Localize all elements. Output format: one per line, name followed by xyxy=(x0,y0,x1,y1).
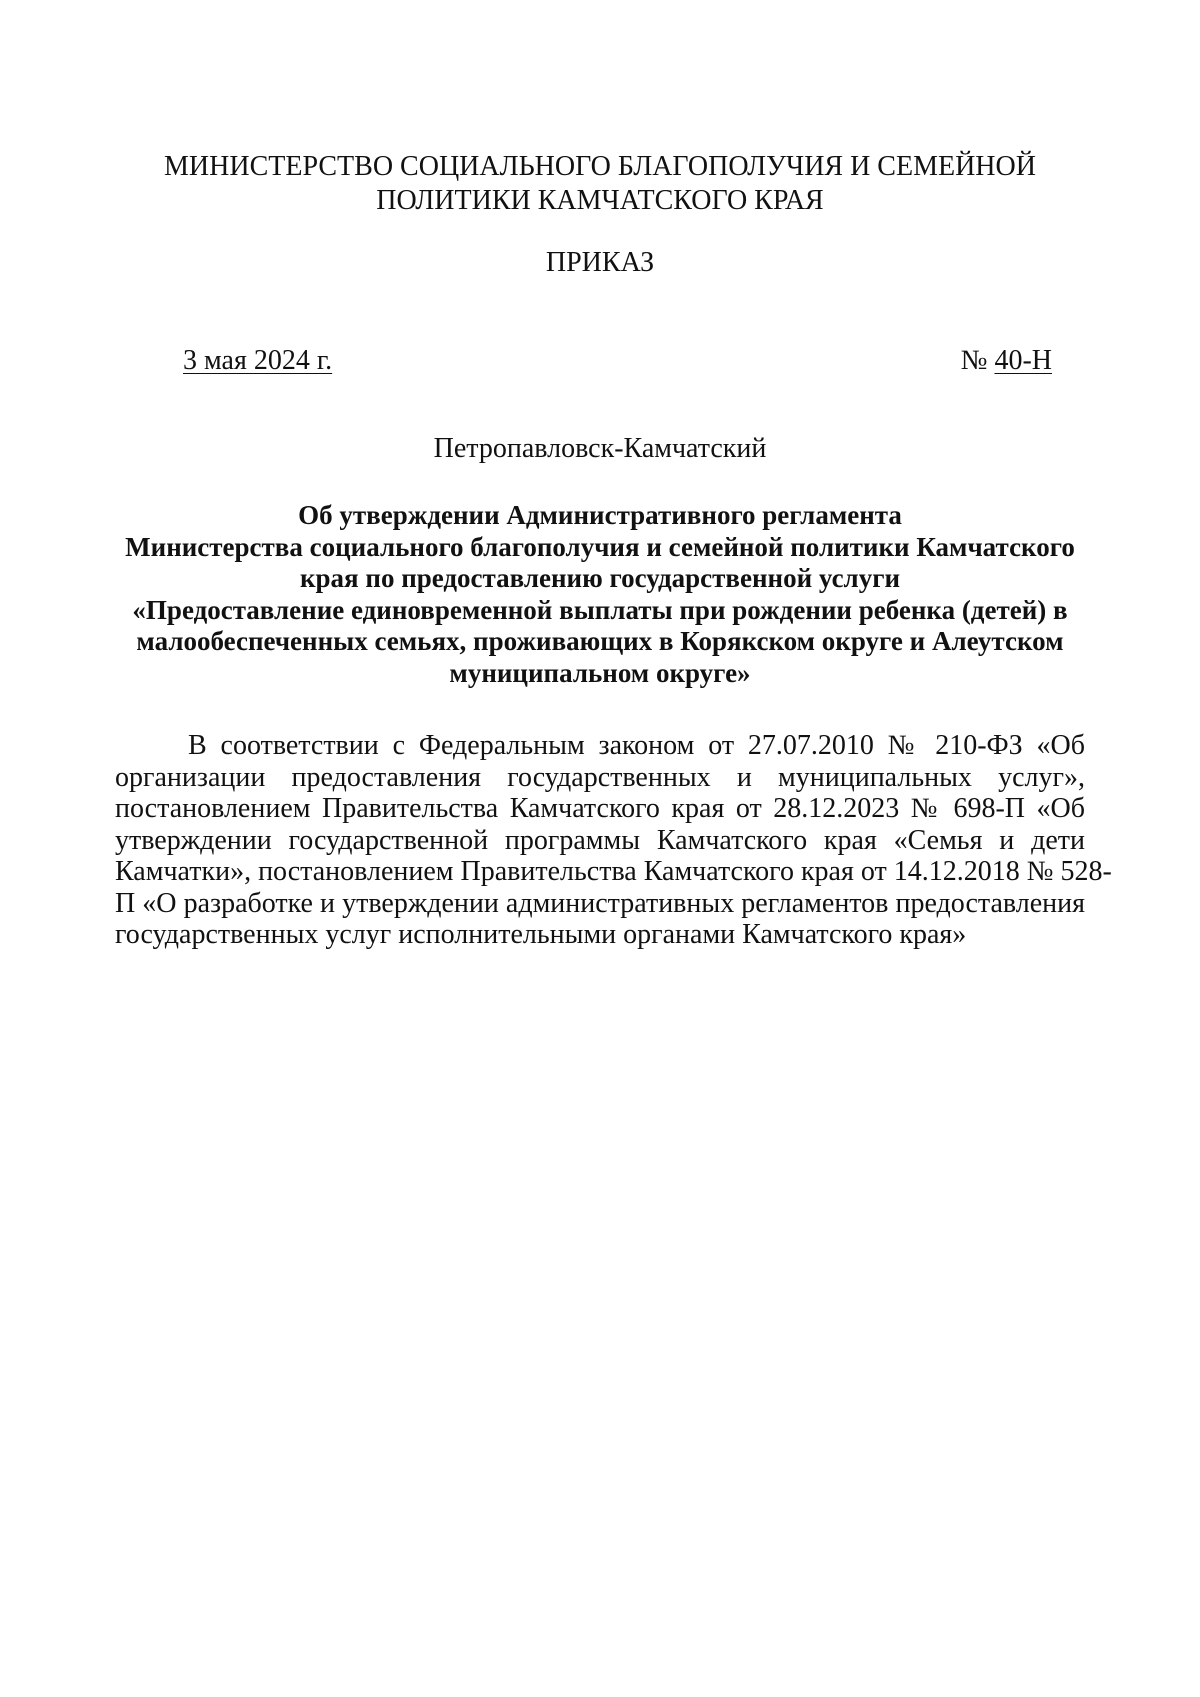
number-value: 40-Н xyxy=(994,345,1052,376)
paragraph-line: постановлением Правительства Камчатского края от 28.12.2023 № 698-П «Об xyxy=(115,793,1085,824)
document-date: 3 мая 2024 г. xyxy=(183,345,333,376)
document-type-title: ПРИКАЗ xyxy=(545,247,655,278)
subject-line: «Предоставление единовременной выплаты при рождении ребенка (детей) в xyxy=(132,594,1068,625)
paragraph-line: государственных услуг исполнительными органами Камчатского края» xyxy=(115,919,967,950)
document-subject xyxy=(112,500,1088,689)
subject-line: края по предоставлению государственной услуги xyxy=(299,563,901,593)
subject-line: муниципальном округе» xyxy=(449,657,751,688)
ministry-name-line-1: МИНИСТЕРСТВО СОЦИАЛЬНОГО БЛАГОПОЛУЧИЯ И СЕМЕЙНОЙ xyxy=(164,151,1036,182)
paragraph-line: П «О разработке и утверждении административных регламентов предоставления xyxy=(115,887,1085,919)
ministry-name-line-2: ПОЛИТИКИ КАМЧАТСКОГО КРАЯ xyxy=(376,185,824,216)
ministry-name xyxy=(140,150,1060,218)
paragraph-line: утверждении государственной программы Камчатского края «Семья и дети xyxy=(115,824,1085,856)
subject-line: малообеспеченных семьях, проживающих в Корякском округе и Алеутском xyxy=(136,626,1064,656)
subject-line: Об утверждении Административного регламента xyxy=(298,500,902,530)
subject-line: Министерства социального благополучия и семейной политики Камчатского xyxy=(125,531,1075,562)
paragraph-line: Камчатки», постановлением Правительства Камчатского края от 14.12.2018 № 528- xyxy=(115,856,1112,887)
paragraph-line: В соответствии с Федеральным законом от 27.07.2010 № 210-ФЗ «Об xyxy=(188,730,1085,761)
number-sign: № xyxy=(960,345,988,376)
document-number xyxy=(961,344,1052,378)
document-city: Петропавловск-Камчатский xyxy=(433,433,767,464)
paragraph-line: организации предоставления государственных и муниципальных услуг», xyxy=(115,761,1085,793)
preamble-paragraph xyxy=(115,730,1112,951)
